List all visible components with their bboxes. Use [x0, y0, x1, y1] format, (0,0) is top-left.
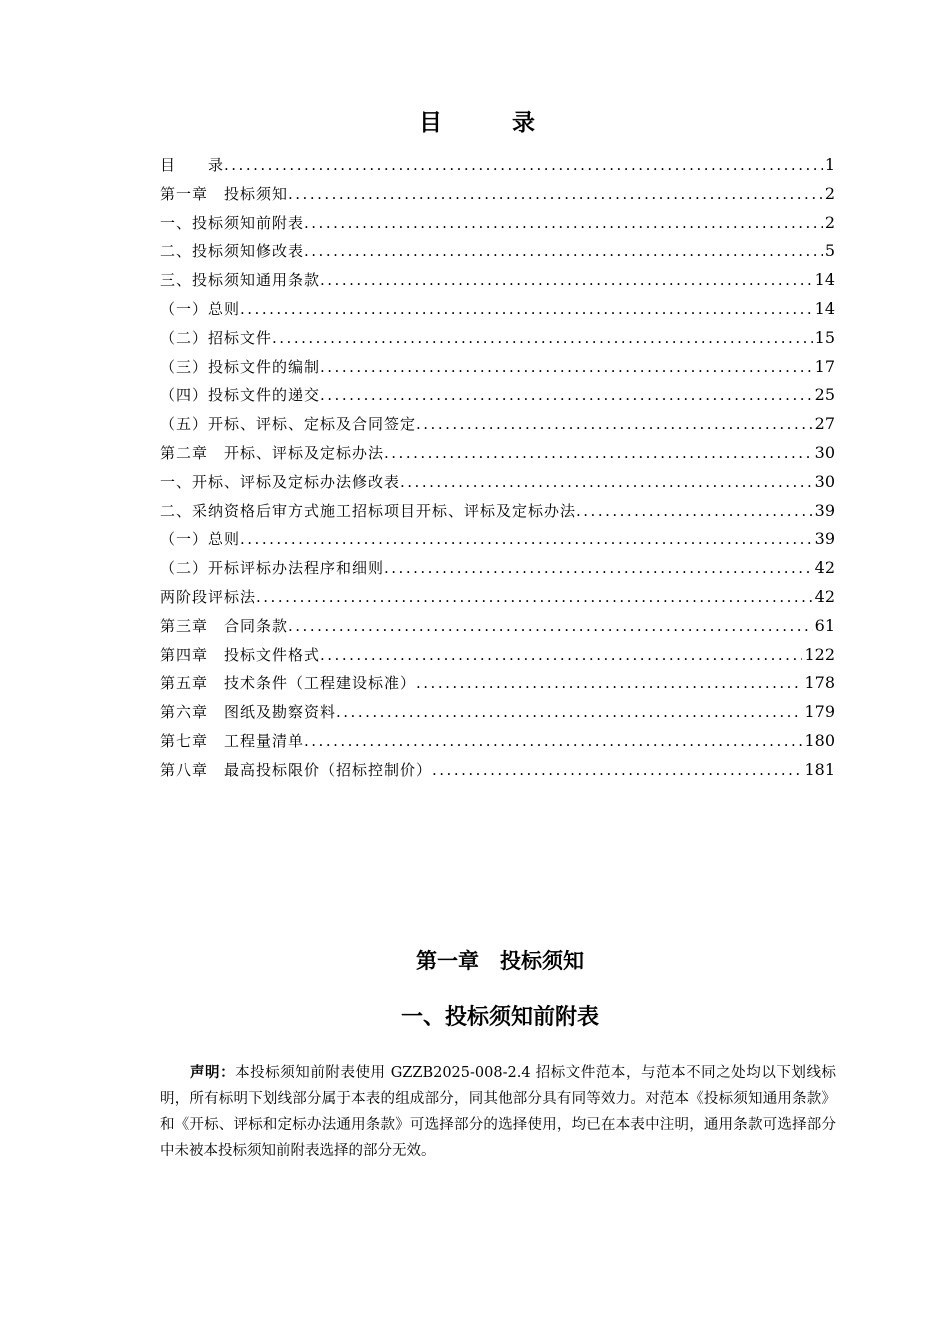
- toc-leader-dots: [320, 381, 813, 410]
- toc-entry-text: 第八章 最高投标限价（招标控制价）: [160, 760, 433, 779]
- toc-entry-text: （三）投标文件的编制: [160, 357, 321, 376]
- toc-entry[interactable]: [160, 266, 835, 295]
- toc-entry-page: 27: [814, 414, 835, 434]
- toc-leader-dots: [288, 180, 823, 209]
- toc-leader-dots: [320, 353, 813, 382]
- toc-entry[interactable]: [160, 209, 835, 238]
- toc-entry[interactable]: [160, 698, 835, 727]
- toc-entry-text: 一、开标、评标及定标办法修改表: [160, 472, 401, 491]
- statement-text: 本投标须知前附表使用 GZZB2025-008-2.4 招标文件范本，与范本不同之处均以下划线标明，所有标明下划线部分属于本表的组成部分，同其他部分具有同等效力。对范本《投标须知通用条款》和《开标、评标和定标办法通用条款》可选择部分的选择使用，均已在本表中注明，通用条款可选择部分中未被本投标须知前附表选择的部分无效。: [160, 1064, 837, 1159]
- toc-leader-dots: [240, 295, 813, 324]
- toc-entry-text: 目 录: [160, 156, 225, 174]
- toc-entry[interactable]: [160, 641, 835, 670]
- toc-leader-dots: [320, 641, 802, 670]
- toc-entry-text: 第二章 开标、评标及定标办法: [160, 443, 385, 462]
- toc-leader-dots: [416, 669, 802, 698]
- toc-leader-dots: [384, 439, 813, 468]
- toc-entry-page: 15: [814, 327, 835, 347]
- toc-entry-page: 179: [804, 702, 835, 722]
- toc-entry[interactable]: [160, 554, 835, 583]
- toc-entry-page: 61: [814, 615, 835, 635]
- toc-entry-page: 39: [814, 529, 835, 549]
- toc-entry[interactable]: [160, 468, 835, 497]
- toc-entry[interactable]: [160, 180, 835, 209]
- toc-leader-dots: [288, 612, 813, 641]
- toc-leader-dots: [272, 324, 813, 353]
- toc-entry[interactable]: [160, 353, 835, 382]
- toc-leader-dots: [256, 583, 813, 612]
- toc-leader-dots: [224, 151, 823, 180]
- toc-entry-page: 25: [814, 385, 835, 405]
- toc-entry-page: 178: [804, 673, 835, 693]
- toc-entry-text: 二、采纳资格后审方式施工招标项目开标、评标及定标办法: [160, 501, 577, 520]
- toc-entry[interactable]: [160, 295, 835, 324]
- toc-leader-dots: [304, 237, 823, 266]
- toc-leader-dots: [432, 756, 802, 785]
- toc-entry-page: 180: [804, 730, 835, 750]
- toc-entry[interactable]: [160, 497, 835, 526]
- toc-leader-dots: [304, 209, 823, 238]
- toc-entry-text: （一）总则: [160, 299, 241, 318]
- toc-entry[interactable]: [160, 410, 835, 439]
- toc-leader-dots: [576, 497, 813, 526]
- toc-leader-dots: [336, 698, 802, 727]
- toc-entry-text: 第一章 投标须知: [160, 184, 289, 203]
- section-title: 一、投标须知前附表: [400, 1005, 599, 1030]
- toc-entry[interactable]: [160, 727, 835, 756]
- toc-entry-text: 二、投标须知修改表: [160, 242, 305, 261]
- toc-entry-page: 5: [824, 241, 835, 261]
- toc-entry-page: 122: [804, 644, 835, 664]
- chapter-title: 第一章 投标须知: [416, 949, 584, 973]
- toc-entry-page: 42: [814, 558, 835, 578]
- toc-leader-dots: [240, 525, 813, 554]
- toc-entry[interactable]: [160, 324, 835, 353]
- toc-leader-dots: [320, 266, 813, 295]
- toc-entry[interactable]: [160, 612, 835, 641]
- toc-leader-dots: [416, 410, 813, 439]
- toc-entry-text: （一）总则: [160, 530, 241, 549]
- toc-entry-page: 30: [814, 442, 835, 462]
- toc-entry-page: 14: [814, 298, 835, 318]
- toc-entry-page: 17: [814, 356, 835, 376]
- toc-leader-dots: [400, 468, 813, 497]
- toc-entry[interactable]: [160, 756, 835, 785]
- toc-entry-page: 2: [824, 212, 835, 232]
- toc-entry-text: （五）开标、评标、定标及合同签定: [160, 415, 417, 434]
- toc-leader-dots: [384, 554, 813, 583]
- toc-leader-dots: [304, 727, 802, 756]
- toc-entry-text: 两阶段评标法: [160, 587, 257, 606]
- toc-title: 目录: [419, 110, 605, 136]
- toc-entry-text: 第七章 工程量清单: [160, 731, 305, 750]
- statement-paragraph: [160, 1060, 836, 1164]
- table-of-contents: [160, 151, 835, 785]
- toc-entry[interactable]: [160, 381, 835, 410]
- toc-entry-text: （二）开标评标办法程序和细则: [160, 559, 385, 578]
- toc-entry[interactable]: [160, 525, 835, 554]
- toc-entry[interactable]: [160, 237, 835, 266]
- toc-entry-text: 第六章 图纸及勘察资料: [160, 703, 337, 722]
- toc-entry-page: 14: [814, 270, 835, 290]
- toc-entry-page: 2: [824, 183, 835, 203]
- statement-label: 声明：: [190, 1063, 236, 1081]
- toc-entry-page: 30: [814, 471, 835, 491]
- toc-entry-page: 181: [804, 759, 835, 779]
- toc-entry[interactable]: [160, 439, 835, 468]
- toc-entry-page: 1: [824, 155, 835, 174]
- toc-entry-text: 第四章 投标文件格式: [160, 645, 321, 664]
- toc-entry-text: 第三章 合同条款: [160, 616, 289, 635]
- toc-entry[interactable]: [160, 151, 835, 180]
- toc-entry[interactable]: [160, 583, 835, 612]
- toc-entry[interactable]: [160, 669, 835, 698]
- toc-entry-text: 第五章 技术条件（工程建设标准）: [160, 674, 417, 693]
- toc-entry-page: 42: [814, 586, 835, 606]
- toc-entry-text: 三、投标须知通用条款: [160, 271, 321, 290]
- toc-entry-text: （二）招标文件: [160, 328, 273, 347]
- toc-entry-text: 一、投标须知前附表: [160, 213, 305, 232]
- toc-entry-page: 39: [814, 500, 835, 520]
- toc-entry-text: （四）投标文件的递交: [160, 386, 321, 405]
